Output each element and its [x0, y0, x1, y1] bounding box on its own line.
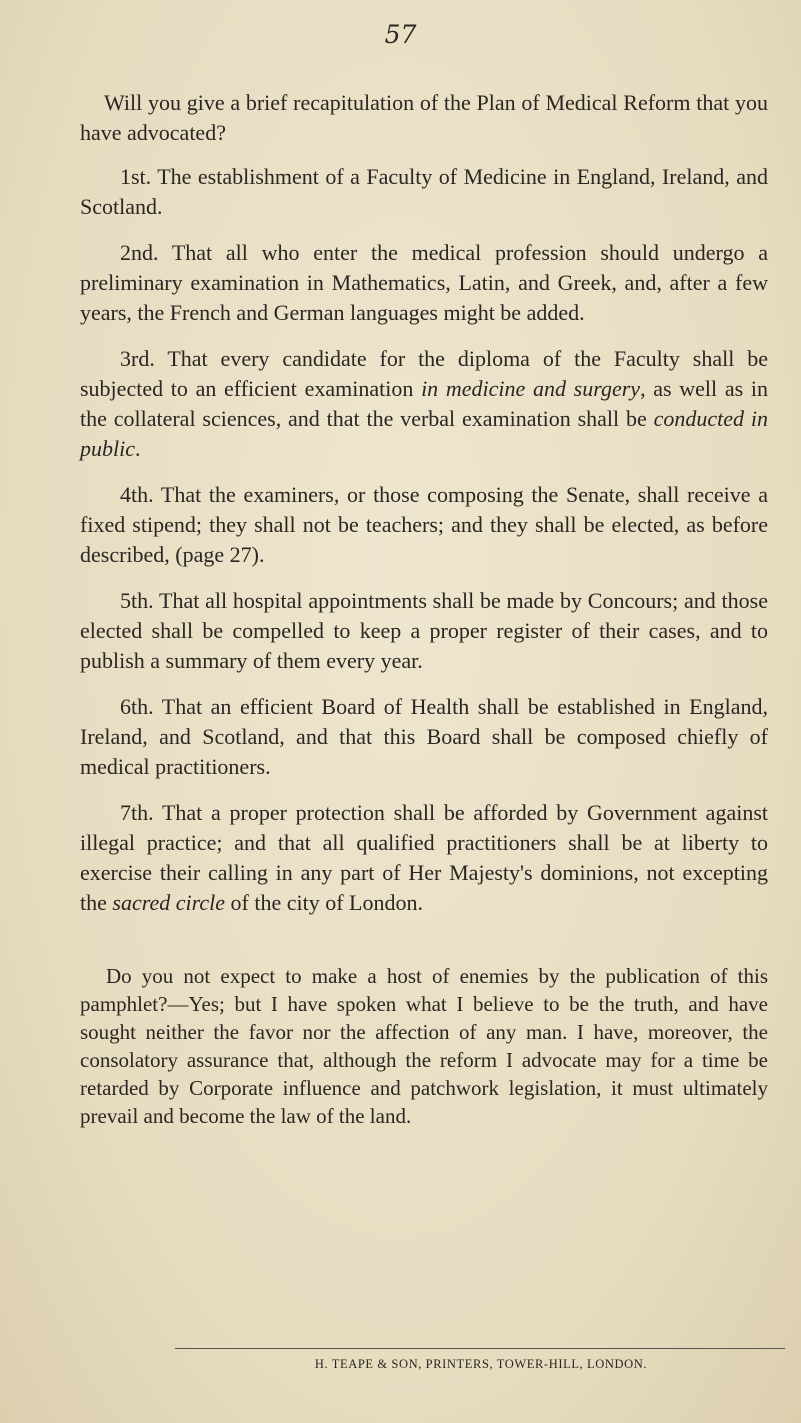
page-number: 57	[384, 20, 417, 49]
closing-paragraph: Do you not expect to make a host of enemies by the publication of this pamphlet?—Yes; but I have spoken what I believe to be the truth, and have sought neither the favor nor the affection of any man. I have, moreover, the consolatory assurance that, although the reform I advocate may for a time be retarded by Corporate influence and patchwork legislation, it must ultimately prevail and become the law of the land.	[80, 964, 768, 1128]
reform-item-5: 5th. That all hospital appointments shall be made by Concours; and those elected shall be compelled to keep a proper register of their cases, and to publish a summary of them every year.	[80, 588, 768, 673]
reform-item-7-text-a: 7th. That a proper protection shall be afforded by Government against illegal practice; and that all qualified practitioners shall be at liberty to exercise their calling in any part of Her Majesty's dominions, not excepting the	[80, 800, 768, 915]
question-paragraph: Will you give a brief recapitulation of the Plan of Medical Reform that you have advocated?	[80, 90, 768, 145]
reform-item-3-text-b: , as well as in the collateral sciences, and that the verbal examination shall be	[80, 376, 768, 431]
reform-item-3-emphasis-medicine: in medicine and surgery	[421, 376, 641, 401]
reform-item-4: 4th. That the examiners, or those composing the Senate, shall receive a fixed stipend; they shall not be teachers; and they shall be elected, as before described, (page 27).	[80, 482, 768, 567]
reform-item-6: 6th. That an efficient Board of Health shall be established in England, Ireland, and Scotland, and that this Board shall be composed chiefly of medical practitioners.	[80, 694, 768, 779]
reform-item-2: 2nd. That all who enter the medical profession should undergo a preliminary examination in Mathematics, Latin, and Greek, and, after a few years, the French and German languages might be added.	[80, 240, 768, 325]
reform-item-3-emphasis-public: conducted in public	[80, 406, 768, 461]
reform-item-3	[80, 344, 768, 464]
reform-item-7-emphasis-sacred-circle: sacred circle	[112, 890, 225, 915]
reform-item-3-text-c: .	[135, 436, 141, 461]
reform-item-7-text-b: of the city of London.	[225, 890, 423, 915]
footer-divider	[175, 1348, 785, 1349]
page-body	[80, 88, 768, 1144]
printer-imprint: H. TEAPE & SON, PRINTERS, TOWER-HILL, LONDON.	[314, 1357, 648, 1371]
reform-item-7	[80, 798, 768, 918]
reform-item-3-text-a: 3rd. That every candidate for the diploma of the Faculty shall be subjected to an efficient examination	[80, 346, 768, 401]
reform-item-1: 1st. The establishment of a Faculty of Medicine in England, Ireland, and Scotland.	[80, 164, 768, 219]
